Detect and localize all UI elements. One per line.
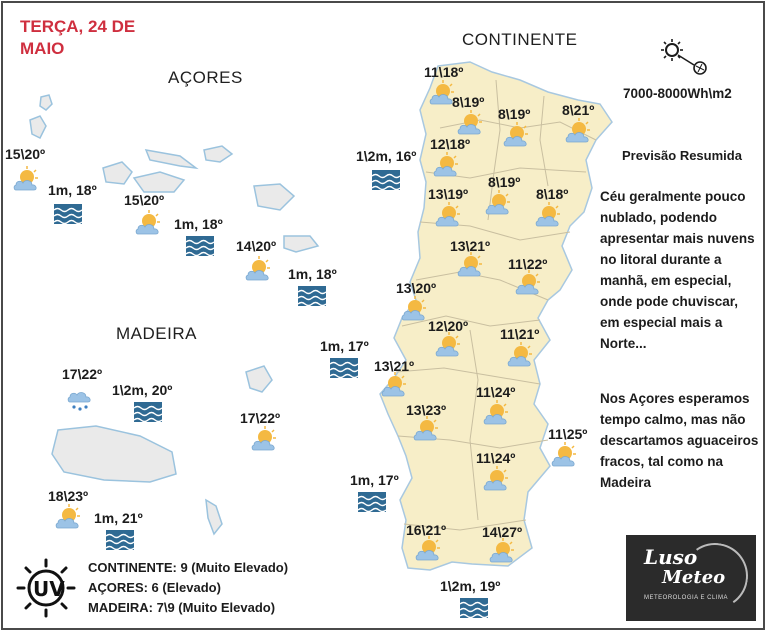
sun-cloud-icon <box>482 468 512 494</box>
svg-text:UV: UV <box>33 577 65 601</box>
temp-acores-oriental: 14\20º <box>236 238 277 254</box>
sun-cloud-icon <box>12 168 42 194</box>
sun-cloud-icon <box>434 204 464 230</box>
wave-icon <box>330 358 358 378</box>
temp-sagres: 16\21º <box>406 522 447 538</box>
temp-braga: 8\19º <box>452 94 485 110</box>
temp-vila-real: 8\19º <box>498 106 531 122</box>
temp-beja: 11\24º <box>476 450 516 466</box>
island-pico <box>134 172 184 192</box>
sun-cloud-icon <box>432 154 462 180</box>
sun-cloud-icon <box>456 254 486 280</box>
island-desertas <box>206 500 222 534</box>
radiation-sun-icon <box>658 38 712 78</box>
wave-icon <box>106 530 134 550</box>
wave-madeira-norte: 1\2m, 20º <box>112 382 173 398</box>
sun-cloud-icon <box>482 402 512 428</box>
temp-lisboa: 13\21º <box>374 358 415 374</box>
logo-subtitle: METEOROLOGIA E CLIMA <box>644 595 729 601</box>
wave-icon <box>186 236 214 256</box>
summary-text-continente: Céu geralmente pouco nublado, podendo apresentar mais nuvens no litoral durante a manhã, em especial, onde pode chuviscar, em especial mais a Norte... <box>600 189 755 351</box>
temp-castelo-branco: 11\22º <box>508 256 548 272</box>
temp-guarda: 8\18º <box>536 186 569 202</box>
uv-continente: CONTINENTE: 9 (Muito Elevado) <box>88 560 289 575</box>
summary-text-islands: Nos Açores esperamos tempo calmo, mas não descartamos aguaceiros fracos, tal como na Madeira <box>600 391 759 490</box>
island-porto-santo <box>246 366 272 392</box>
sun-cloud-icon <box>514 272 544 298</box>
date-title: TERÇA, 24 DE MAIO <box>20 17 136 58</box>
uv-madeira: MADEIRA: 7\9 (Muito Elevado) <box>88 600 276 615</box>
sun-cloud-icon <box>434 334 464 360</box>
logo-text-meteo: Meteo <box>662 567 726 588</box>
temp-santarem: 12\20º <box>428 318 469 334</box>
temp-viseu: 8\19º <box>488 174 521 190</box>
temp-leiria: 13\20º <box>396 280 437 296</box>
island-faial <box>103 162 132 184</box>
sun-cloud-icon <box>484 192 514 218</box>
temp-elvas: 11\25º <box>548 426 588 442</box>
wave-icon <box>298 286 326 306</box>
temp-portalegre: 11\21º <box>500 326 540 342</box>
uv-acores: AÇORES: 6 (Elevado) <box>88 580 221 595</box>
summary-title: Previsão Resumida <box>622 148 742 163</box>
temp-porto: 12\18º <box>430 136 471 152</box>
island-corvo <box>30 116 46 138</box>
temp-acores-central: 15\20º <box>124 192 165 208</box>
temp-viana-castelo: 11\18º <box>424 64 464 80</box>
uv-sun-icon <box>14 556 78 620</box>
temp-evora: 11\24º <box>476 384 516 400</box>
wave-icon <box>134 402 162 422</box>
temp-madeira-sul: 18\23º <box>48 488 89 504</box>
island-sao-jorge <box>146 150 196 168</box>
island-madeira <box>52 426 176 482</box>
temp-coimbra: 13\21º <box>450 238 491 254</box>
wave-icon <box>54 204 82 224</box>
sun-cloud-icon <box>506 344 536 370</box>
radiation-value: 7000-8000Wh\m2 <box>623 86 732 101</box>
wave-continente-centro: 1m, 17º <box>320 338 369 354</box>
wave-continente-norte: 1\2m, 16º <box>356 148 417 164</box>
island-graciosa <box>204 146 232 162</box>
temp-acores-ocidental: 15\20º <box>5 146 46 162</box>
sun-cloud-icon <box>400 298 430 324</box>
rain-cloud-icon <box>66 386 96 412</box>
sun-cloud-icon <box>534 204 564 230</box>
sun-cloud-icon <box>564 120 594 146</box>
sun-cloud-icon <box>250 428 280 454</box>
wave-continente-sul: 1\2m, 19º <box>440 578 501 594</box>
sun-cloud-icon <box>134 212 164 238</box>
sun-cloud-icon <box>380 374 410 400</box>
sun-cloud-icon <box>456 112 486 138</box>
sun-cloud-icon <box>414 538 444 564</box>
wave-acores-oriental: 1m, 18º <box>288 266 337 282</box>
island-terceira <box>254 184 294 210</box>
temp-setubal: 13\23º <box>406 402 447 418</box>
wave-acores-ocidental: 1m, 18º <box>48 182 97 198</box>
temp-madeira-norte: 17\22º <box>62 366 103 382</box>
wave-madeira-sul: 1m, 21º <box>94 510 143 526</box>
sun-cloud-icon <box>502 124 532 150</box>
wave-icon <box>358 492 386 512</box>
wave-icon <box>372 170 400 190</box>
wave-icon <box>460 598 488 618</box>
island-sao-miguel <box>284 236 318 252</box>
region-title-acores: AÇORES <box>168 68 243 87</box>
wave-continente-sudoeste: 1m, 17º <box>350 472 399 488</box>
temp-faro: 14\27º <box>482 524 523 540</box>
wave-acores-central: 1m, 18º <box>174 216 223 232</box>
temp-porto-santo: 17\22º <box>240 410 281 426</box>
temp-aveiro: 13\19º <box>428 186 469 202</box>
region-title-continente: CONTINENTE <box>462 30 578 49</box>
lusometeo-logo <box>626 535 756 621</box>
temp-braganca: 8\21º <box>562 102 595 118</box>
sun-cloud-icon <box>488 540 518 566</box>
sun-cloud-icon <box>412 418 442 444</box>
sun-cloud-icon <box>54 506 84 532</box>
island-flores <box>40 95 52 110</box>
logo-text-luso: Luso <box>644 545 698 569</box>
sun-cloud-icon <box>244 258 274 284</box>
sun-cloud-icon <box>550 444 580 470</box>
region-title-madeira: MADEIRA <box>116 324 197 343</box>
